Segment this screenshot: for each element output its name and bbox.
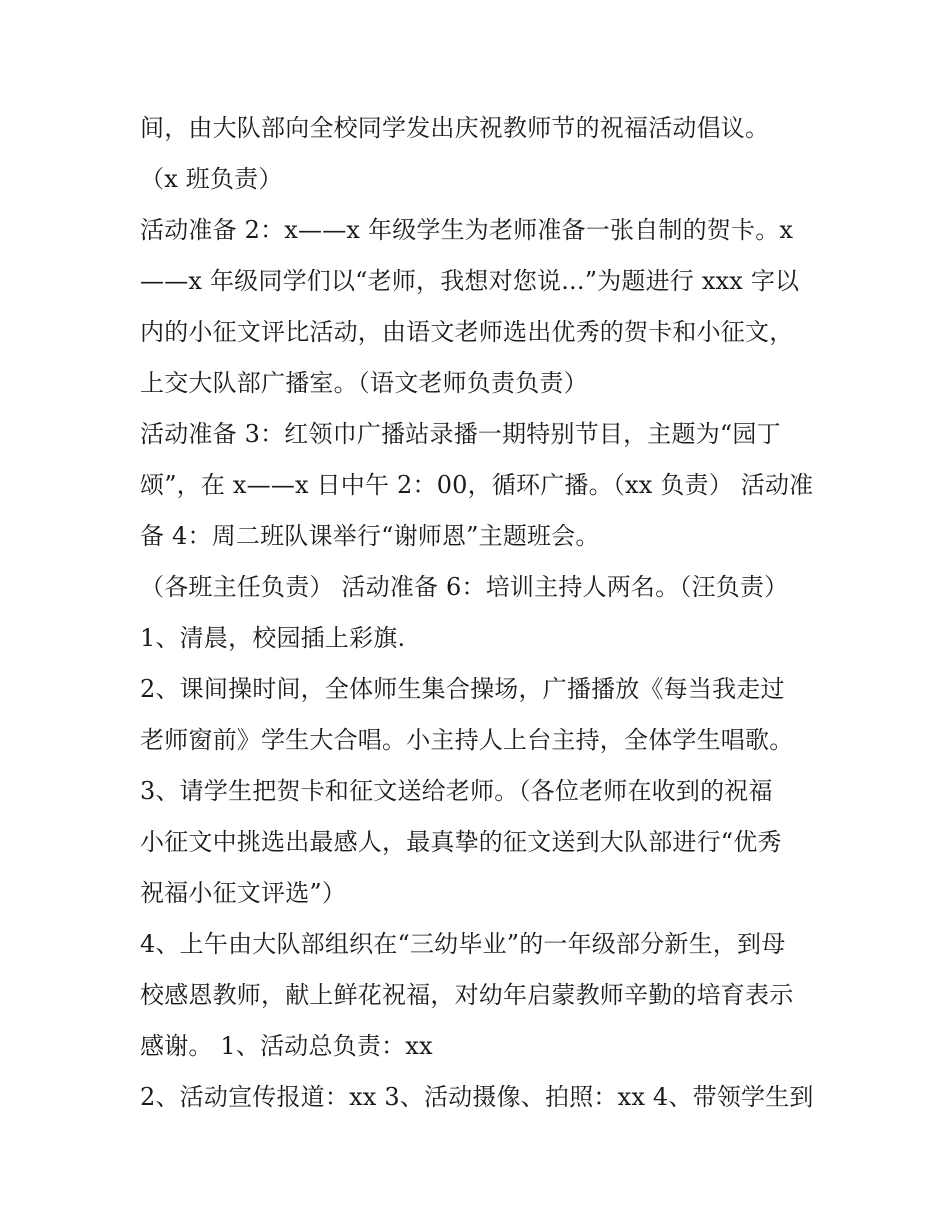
text-line: 上交大队部广播室。（语文老师负责负责） <box>140 369 588 397</box>
text-line: 活动准备 2：x——x 年级学生为老师准备一张自制的贺卡。x <box>140 216 794 244</box>
text-line: 感谢。 1、活动总负责：xx <box>140 1032 433 1060</box>
text-line: 小征文中挑选出最感人，最真挚的征文送到大队部进行“优秀 <box>140 828 782 856</box>
text-line: 内的小征文评比活动，由语文老师选出优秀的贺卡和小征文， <box>140 318 794 346</box>
text-line: 活动准备 3：红领巾广播站录播一期特别节目，主题为“园丁 <box>140 420 781 448</box>
text-line: 祝福小征文评选”） <box>140 879 347 907</box>
text-line: ——x 年级同学们以“老师，我想对您说...”为题进行 xxx 字以 <box>140 267 800 295</box>
text-line: 老师窗前》学生大合唱。小主持人上台主持，全体学生唱歌。 <box>140 726 794 754</box>
text-line: 颂”，在 x——x 日中午 2：00，循环广播。（xx 负责） 活动准 <box>140 471 814 499</box>
text-line: 2、活动宣传报道：xx 3、活动摄像、拍照：xx 4、带领学生到 <box>140 1083 814 1111</box>
text-line: 3、请学生把贺卡和征文送给老师。（各位老师在收到的祝福 <box>140 777 773 805</box>
text-line: （x 班负责） <box>140 165 283 193</box>
text-line: （各班主任负责） 活动准备 6：培训主持人两名。（汪负责） <box>140 573 789 601</box>
text-line: 1、清晨，校园插上彩旗. <box>140 624 406 652</box>
text-line: 校感恩教师，献上鲜花祝福，对幼年启蒙教师辛勤的培育表示 <box>140 981 794 1009</box>
text-line: 间，由大队部向全校同学发出庆祝教师节的祝福活动倡议。 <box>140 114 770 142</box>
text-line: 2、课间操时间，全体师生集合操场，广播播放《每当我走过 <box>140 675 785 703</box>
text-line: 备 4：周二班队课举行“谢师恩”主题班会。 <box>140 522 600 550</box>
text-line: 4、上午由大队部组织在“三幼毕业”的一年级部分新生，到母 <box>140 930 786 958</box>
